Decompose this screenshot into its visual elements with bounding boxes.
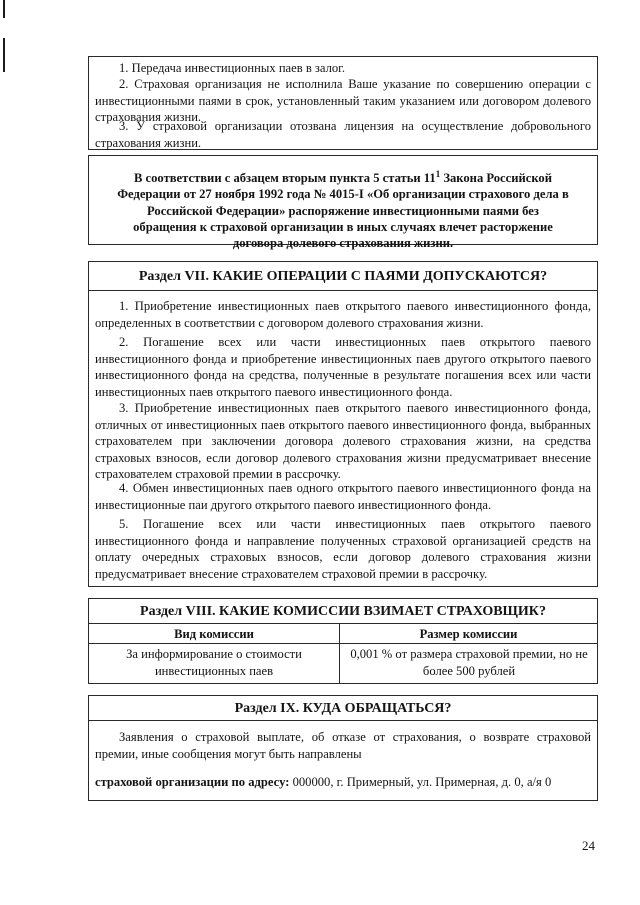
- address-value: 000000, г. Примерный, ул. Примерная, д. 0, а/я 0: [289, 775, 552, 789]
- notice-rest: Федерации от 27 ноября 1992 года № 4015-I «Об организации страхового дела в Российской Федерации» распоряжение инвестиционными паями без обращения к страховой организации в иных случаях влечет расторжение договора долевого страхования жизни.: [117, 187, 569, 250]
- top-item-1: 1. Передача инвестиционных паев в залог.: [119, 61, 346, 75]
- section-9-title-divider: [89, 720, 597, 721]
- section-9-title: Раздел IX. КУДА ОБРАЩАТЬСЯ?: [234, 701, 452, 716]
- top-item-3: 3. У страховой организации отозвана лицензия на осуществление добровольного страхования жизни.: [95, 119, 591, 150]
- section-7-item-3: 3. Приобретение инвестиционных паев открытого паевого инвестиционного фонда, отличных от инвестиционных паев открытого паевого инвестиционного фонда, выбранных страхователем при заключении договора долевого страхования жизни, на средства страховых взносов, если договор долевого страхования жизни предусматривает внесение страхователем страховой премии в рассрочку.: [95, 401, 591, 481]
- section-9-address: [95, 774, 591, 791]
- notice-line1b: Закона Российской: [440, 171, 552, 186]
- commission-size-header: Размер комиссии: [419, 627, 518, 641]
- section-9-text: Заявления о страховой выплате, об отказе от страхования, о возврате страховой премии, иные сообщения могут быть направлены: [95, 730, 591, 761]
- commission-type-cell: За информирование о стоимости инвестиционных паев: [126, 647, 302, 678]
- commission-size-cell: 0,001 % от размера страховой премии, но не более 500 рублей: [350, 647, 588, 678]
- section-7-item-4: 4. Обмен инвестиционных паев одного открытого паевого инвестиционного фонда на инвестиционные паи другого открытого паевого инвестиционного фонда.: [95, 481, 591, 512]
- section-8-column-divider: [339, 623, 340, 683]
- section-8-box: [88, 598, 598, 684]
- section-8-header-divider: [89, 643, 597, 644]
- notice-text: [117, 166, 569, 251]
- scan-mark-middle: [3, 38, 5, 72]
- section-8-title-divider: [89, 623, 597, 624]
- top-continuation-box: [88, 56, 598, 150]
- notice-line1: В соответствии с абзацем вторым пункта 5 статьи 11: [134, 171, 436, 186]
- notice-superscript: 1: [435, 169, 441, 179]
- section-7-item-5: 5. Погашение всех или части инвестиционных паев открытого паевого инвестиционного фонда и направление полученных страховой организацией средств на оплату очередных страховых взносов, если договор долевого страхования жизни предусматривает внесение страхователем страховой премии в рассрочку.: [95, 517, 591, 581]
- section-8-title: Раздел VIII. КАКИЕ КОМИССИИ ВЗИМАЕТ СТРАХОВЩИК?: [140, 604, 546, 619]
- address-label: страховой организации по адресу:: [95, 775, 290, 789]
- section-7-box: [88, 261, 598, 587]
- section-7-item-2: 2. Погашение всех или части инвестиционных паев открытого паевого инвестиционного фонда и приобретение инвестиционных паев другого открытого паевого инвестиционного фонда на средства, полученные в результате погашения всех или части инвестиционных паев открытого паевого инвестиционного фонда.: [95, 335, 591, 399]
- section-7-item-1: 1. Приобретение инвестиционных паев открытого паевого инвестиционного фонда, определенных в соответствии с договором долевого страхования жизни.: [95, 299, 591, 330]
- section-7-title: Раздел VII. КАКИЕ ОПЕРАЦИИ С ПАЯМИ ДОПУСКАЮТСЯ?: [138, 269, 548, 284]
- scan-mark-top: [3, 0, 5, 18]
- notice-box: [88, 155, 598, 250]
- section-7-title-divider: [89, 290, 597, 291]
- page-number: 24: [582, 838, 595, 853]
- section-9-box: [88, 695, 598, 801]
- top-item-2: 2. Страховая организация не исполнила Ваше указание по совершению операции с инвестиционными паями в срок, установленный таким указанием или договором долевого страхования жизни.: [95, 77, 591, 124]
- commission-type-header: Вид комиссии: [174, 627, 254, 641]
